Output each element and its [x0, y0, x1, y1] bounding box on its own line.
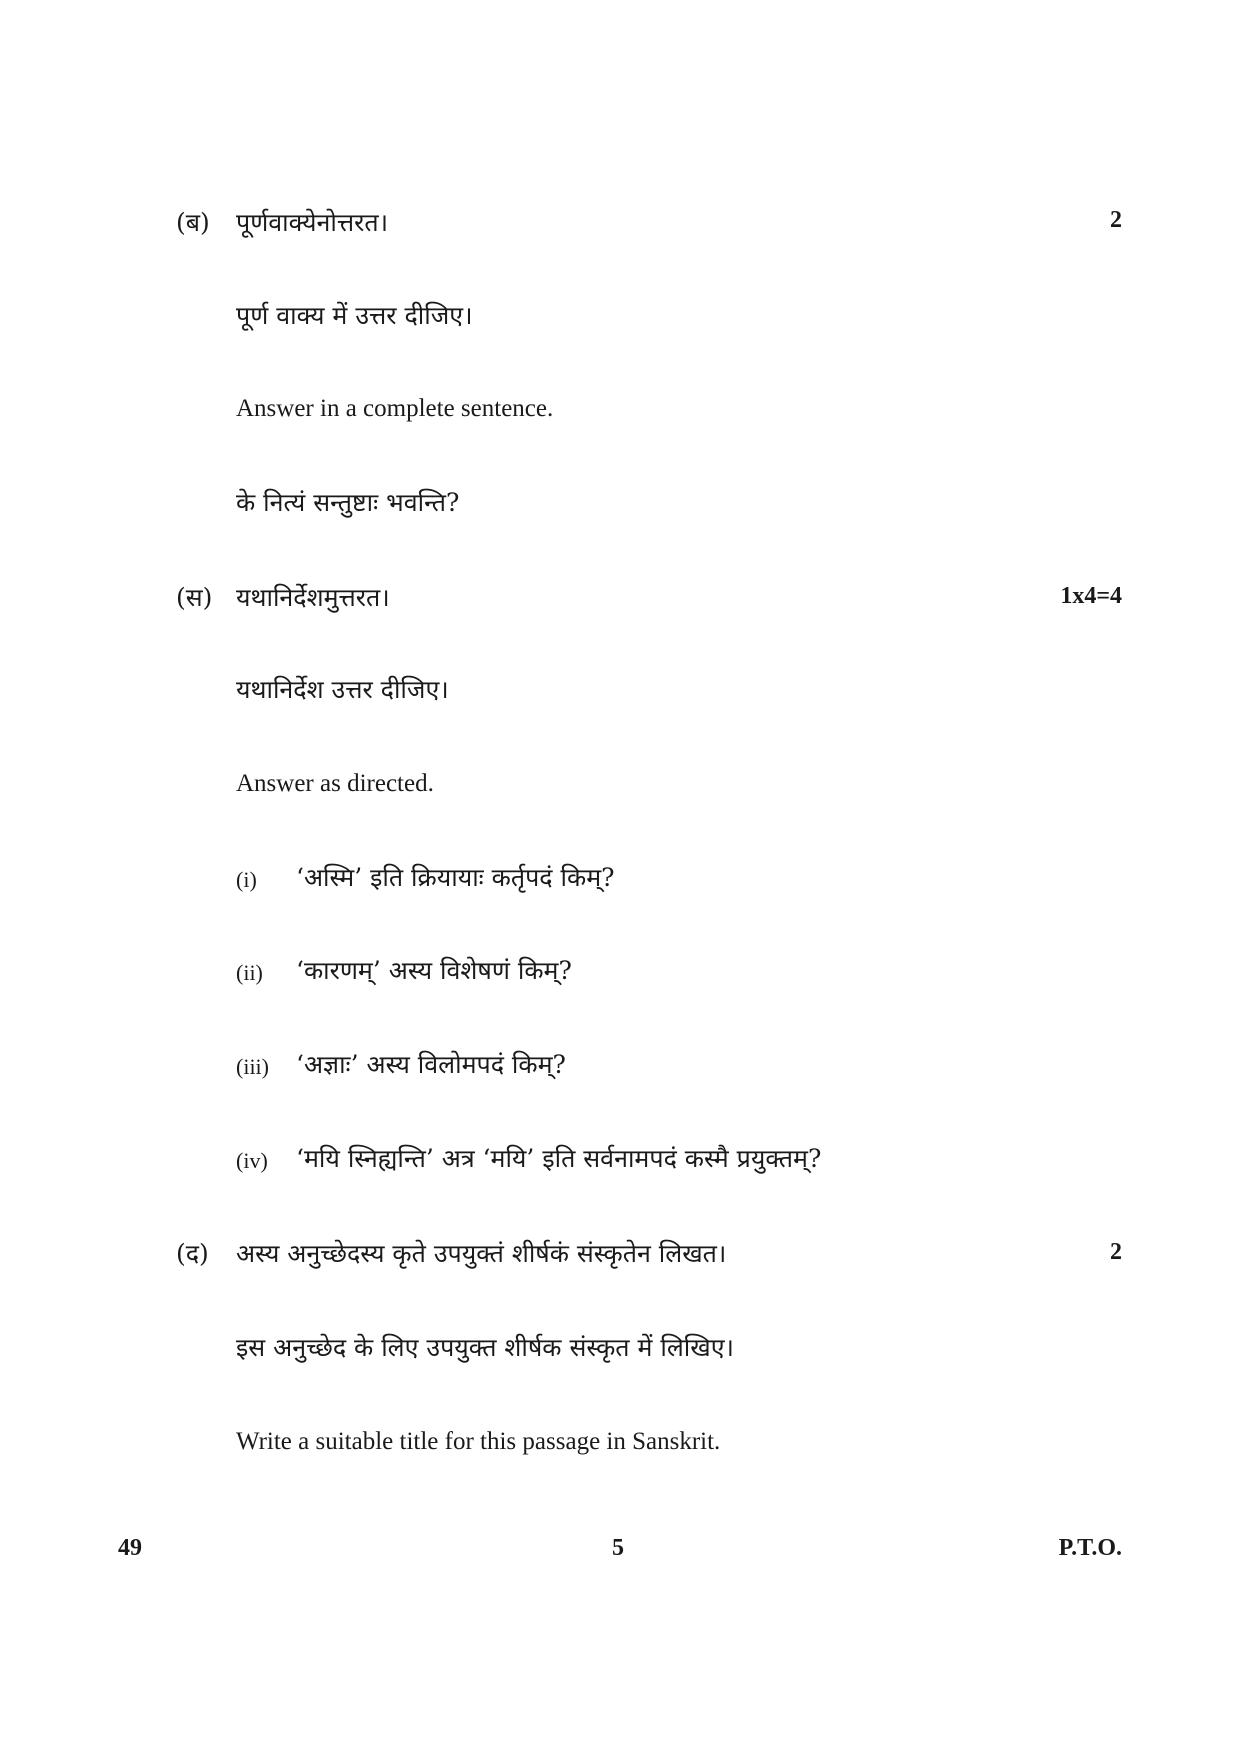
footer-pto: P.T.O. — [1058, 1535, 1122, 1561]
question-b-marks: 2 — [1110, 207, 1122, 233]
sub-question-text: ‘अस्मि’ इति क्रियायाः कर्तृपदं किम्? — [296, 863, 615, 892]
sub-question-number: (ii) — [236, 960, 263, 985]
question-s-sanskrit: यथानिर्देशमुत्तरत। — [236, 583, 390, 612]
question-d-english: Write a suitable title for this passage in Sanskrit. — [236, 1428, 721, 1455]
question-b-sanskrit: पूर्णवाक्येनोत्तरत। — [236, 208, 389, 237]
question-b-english: Answer in a complete sentence. — [236, 395, 554, 422]
question-b-question: के नित्यं सन्तुष्टाः भवन्ति? — [236, 488, 460, 517]
question-s-hindi: यथानिर्देश उत्तर दीजिए। — [236, 675, 449, 704]
question-d-hindi: इस अनुच्छेद के लिए उपयुक्त शीर्षक संस्कृत में लिखिए। — [236, 1333, 735, 1362]
footer-page-number: 5 — [612, 1535, 624, 1561]
sub-question-text: ‘मयि स्निह्यन्ति’ अत्र ‘मयि’ इति सर्वनामपदं कस्मै प्रयुक्तम्? — [296, 1144, 822, 1173]
question-d-sanskrit: अस्य अनुच्छेदस्य कृते उपयुक्तं शीर्षकं संस्कृतेन लिखत। — [236, 1239, 727, 1268]
question-b-label: (ब) — [176, 208, 210, 237]
sub-question-text: ‘अज्ञाः’ अस्य विलोमपदं किम्? — [296, 1050, 566, 1079]
sub-question-number: (iv) — [236, 1148, 268, 1173]
footer-question-code: 49 — [118, 1535, 142, 1561]
sub-question-number: (iii) — [236, 1054, 269, 1079]
question-d-marks: 2 — [1110, 1239, 1122, 1265]
question-s-english: Answer as directed. — [236, 770, 434, 797]
question-d-label: (द) — [176, 1239, 209, 1268]
question-b-hindi: पूर्ण वाक्य में उत्तर दीजिए। — [236, 301, 473, 330]
question-s-marks: 1x4=4 — [1060, 583, 1122, 609]
question-s-label: (स) — [176, 583, 213, 612]
sub-question-text: ‘कारणम्’ अस्य विशेषणं किम्? — [296, 956, 572, 985]
sub-question-number: (i) — [236, 867, 257, 892]
